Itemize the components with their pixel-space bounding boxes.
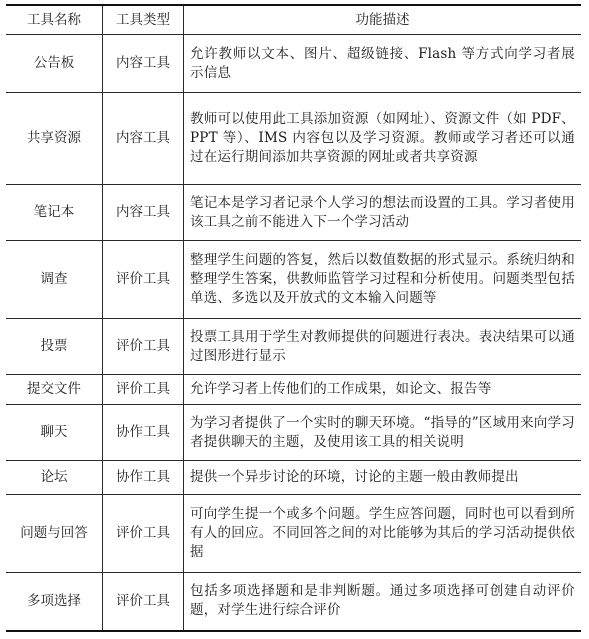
table-row — [6, 241, 581, 319]
tool-type-cell: 评价工具 — [103, 573, 184, 631]
tool-name-cell: 多项选择 — [6, 573, 103, 631]
tool-desc-cell: 为学习者提供了一个实时的聊天环境。“指导的”区域用来向学习者提供聊天的主题，及使用该工具的相关说明 — [184, 405, 582, 461]
tool-type-cell: 评价工具 — [103, 241, 184, 319]
tool-desc-cell: 允许教师以文本、图片、超级链接、Flash 等方式向学习者展示信息 — [184, 35, 582, 93]
tool-desc-cell: 整理学生问题的答复，然后以数值数据的形式显示。系统归纳和整理学生答案，供教师监管学习过程和分析使用。问题类型包括单选、多选以及开放式的文本输入问题等 — [184, 241, 582, 319]
tool-type-cell: 协作工具 — [103, 461, 184, 495]
tool-desc-cell: 允许学习者上传他们的工作成果，如论文、报告等 — [184, 375, 582, 405]
tool-name-cell: 提交文件 — [6, 375, 103, 405]
table-row — [6, 405, 581, 461]
tool-name-cell: 调查 — [6, 241, 103, 319]
tool-name-cell: 投票 — [6, 319, 103, 375]
table-header — [6, 5, 581, 35]
tool-name-cell: 共享资源 — [6, 93, 103, 185]
tool-name-cell: 问题与回答 — [6, 495, 103, 573]
table-row — [6, 35, 581, 93]
table-row — [6, 495, 581, 573]
table-row — [6, 573, 581, 631]
header-description: 功能描述 — [184, 5, 582, 35]
header-tool-name: 工具名称 — [6, 5, 103, 35]
header-row — [6, 5, 581, 35]
tool-type-cell: 评价工具 — [103, 319, 184, 375]
tool-desc-cell: 提供一个异步讨论的环境，讨论的主题一般由教师提出 — [184, 461, 582, 495]
tool-desc-cell: 包括多项选择题和是非判断题。通过多项选择可创建自动评价题，对学生进行综合评价 — [184, 573, 582, 631]
tool-desc-cell: 可向学生提一个或多个问题。学生应答问题，同时也可以看到所有人的回应。不同回答之间的对比能够为其后的学习活动提供依据 — [184, 495, 582, 573]
tool-name-cell: 公告板 — [6, 35, 103, 93]
tool-type-cell: 协作工具 — [103, 405, 184, 461]
table-row — [6, 185, 581, 241]
tool-type-cell: 评价工具 — [103, 375, 184, 405]
table-body — [6, 35, 581, 631]
table-row — [6, 375, 581, 405]
table-row — [6, 319, 581, 375]
tool-name-cell: 论坛 — [6, 461, 103, 495]
tool-desc-cell: 笔记本是学习者记录个人学习的想法而设置的工具。学习者使用该工具之前不能进入下一个学习活动 — [184, 185, 582, 241]
tool-type-cell: 内容工具 — [103, 35, 184, 93]
table-row — [6, 461, 581, 495]
tools-table — [6, 4, 581, 632]
table-row — [6, 93, 581, 185]
tool-type-cell: 评价工具 — [103, 495, 184, 573]
tool-type-cell: 内容工具 — [103, 185, 184, 241]
tool-name-cell: 笔记本 — [6, 185, 103, 241]
tool-name-cell: 聊天 — [6, 405, 103, 461]
tool-type-cell: 内容工具 — [103, 93, 184, 185]
tool-desc-cell: 教师可以使用此工具添加资源（如网址）、资源文件（如 PDF、PPT 等）、IMS 内容包以及学习资源。教师或学习者还可以通过在运行期间添加共享资源的网址或者共享资源 — [184, 93, 582, 185]
header-tool-type: 工具类型 — [103, 5, 184, 35]
tool-desc-cell: 投票工具用于学生对教师提供的问题进行表决。表决结果可以通过图形进行显示 — [184, 319, 582, 375]
